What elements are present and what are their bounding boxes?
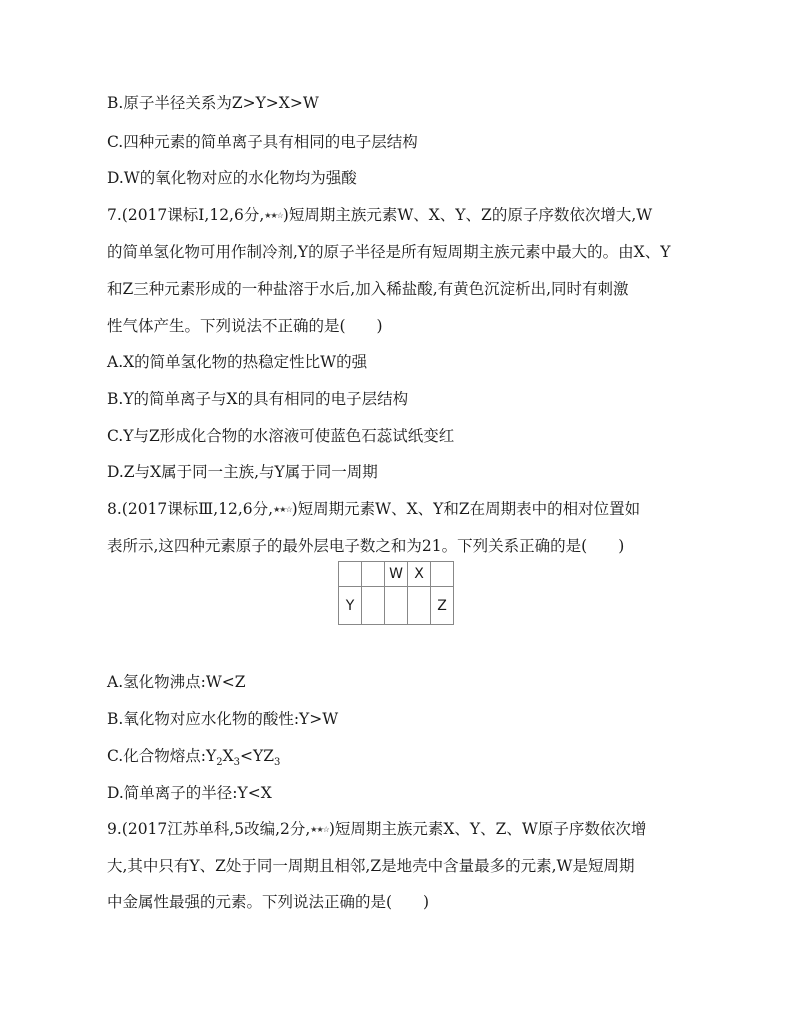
question-9-stem-line3: 中金属性最强的元素。下列说法正确的是( ) xyxy=(107,893,430,911)
table-cell xyxy=(408,587,431,625)
q9-stem-start: )短周期主族元素X、Y、Z、W原子序数依次增 xyxy=(328,820,647,838)
q7-source: 7.(2017课标Ⅰ,12,6分, xyxy=(107,206,265,224)
periodic-table-fragment xyxy=(338,561,454,625)
question-7-stem-line3: 和Z三种元素形成的一种盐溶于水后,加入稀盐酸,有黄色沉淀析出,同时有刺激 xyxy=(107,280,629,298)
option-a-q7: A.X的简单氢化物的热稳定性比W的强 xyxy=(107,353,368,371)
table-cell xyxy=(431,562,454,587)
question-7-stem-line4: 性气体产生。下列说法不正确的是( ) xyxy=(107,317,383,335)
q8-source: 8.(2017课标Ⅲ,12,6分, xyxy=(107,500,274,518)
option-b-q7: B.Y的简单离子与X的具有相同的电子层结构 xyxy=(107,390,409,408)
table-cell-z: Z xyxy=(431,587,454,625)
subscript: 3 xyxy=(274,757,281,769)
question-9-stem-line2: 大,其中只有Y、Z处于同一周期且相邻,Z是地壳中含量最多的元素,W是短周期 xyxy=(107,857,635,875)
option-c-q6: C.四种元素的简单离子具有相同的电子层结构 xyxy=(107,133,418,151)
option-c-q8-text: C.化合物熔点:Y xyxy=(107,747,217,765)
q7-stem-start: )短周期主族元素W、X、Y、Z的原子序数依次增大,W xyxy=(282,206,653,224)
difficulty-stars-icon: ★★☆ xyxy=(264,211,283,220)
table-cell-y: Y xyxy=(339,587,362,625)
question-7-stem-line2: 的简单氢化物可用作制冷剂,Y的原子半径是所有短周期主族元素中最大的。由X、Y xyxy=(107,243,671,261)
option-c-q8-text: <YZ xyxy=(240,747,274,765)
question-9-stem-line1 xyxy=(107,819,646,840)
option-c-q7: C.Y与Z形成化合物的水溶液可使蓝色石蕊试纸变红 xyxy=(107,427,455,445)
option-c-q8 xyxy=(107,746,280,773)
option-b-q6: B.原子半径关系为Z>Y>X>W xyxy=(107,94,319,112)
table-cell-w: W xyxy=(385,562,408,587)
option-b-q8: B.氧化物对应水化物的酸性:Y>W xyxy=(107,710,339,728)
option-a-q8: A.氢化物沸点:W<Z xyxy=(107,673,246,691)
question-8-stem-line1 xyxy=(107,499,640,520)
table-cell xyxy=(339,562,362,587)
q9-source: 9.(2017江苏单科,5改编,2分, xyxy=(107,820,311,838)
option-d-q6: D.W的氧化物对应的水化物均为强酸 xyxy=(107,169,357,187)
option-c-q8-text: X xyxy=(222,747,234,765)
q8-stem-start: )短周期元素W、X、Y和Z在周期表中的相对位置如 xyxy=(291,500,641,518)
option-d-q8: D.简单离子的半径:Y<X xyxy=(107,784,272,802)
subscript: 3 xyxy=(233,757,240,769)
subscript: 2 xyxy=(216,757,223,769)
difficulty-stars-icon: ★★☆ xyxy=(310,825,329,834)
question-8-stem-line2: 表所示,这四种元素原子的最外层电子数之和为21。下列关系正确的是( ) xyxy=(107,537,625,555)
question-7-stem-line1 xyxy=(107,205,652,226)
table-cell-x: X xyxy=(408,562,431,587)
table-cell xyxy=(362,587,385,625)
table-cell xyxy=(362,562,385,587)
table-cell xyxy=(385,587,408,625)
difficulty-stars-icon: ★★☆ xyxy=(273,505,292,514)
option-d-q7: D.Z与X属于同一主族,与Y属于同一周期 xyxy=(107,463,378,481)
